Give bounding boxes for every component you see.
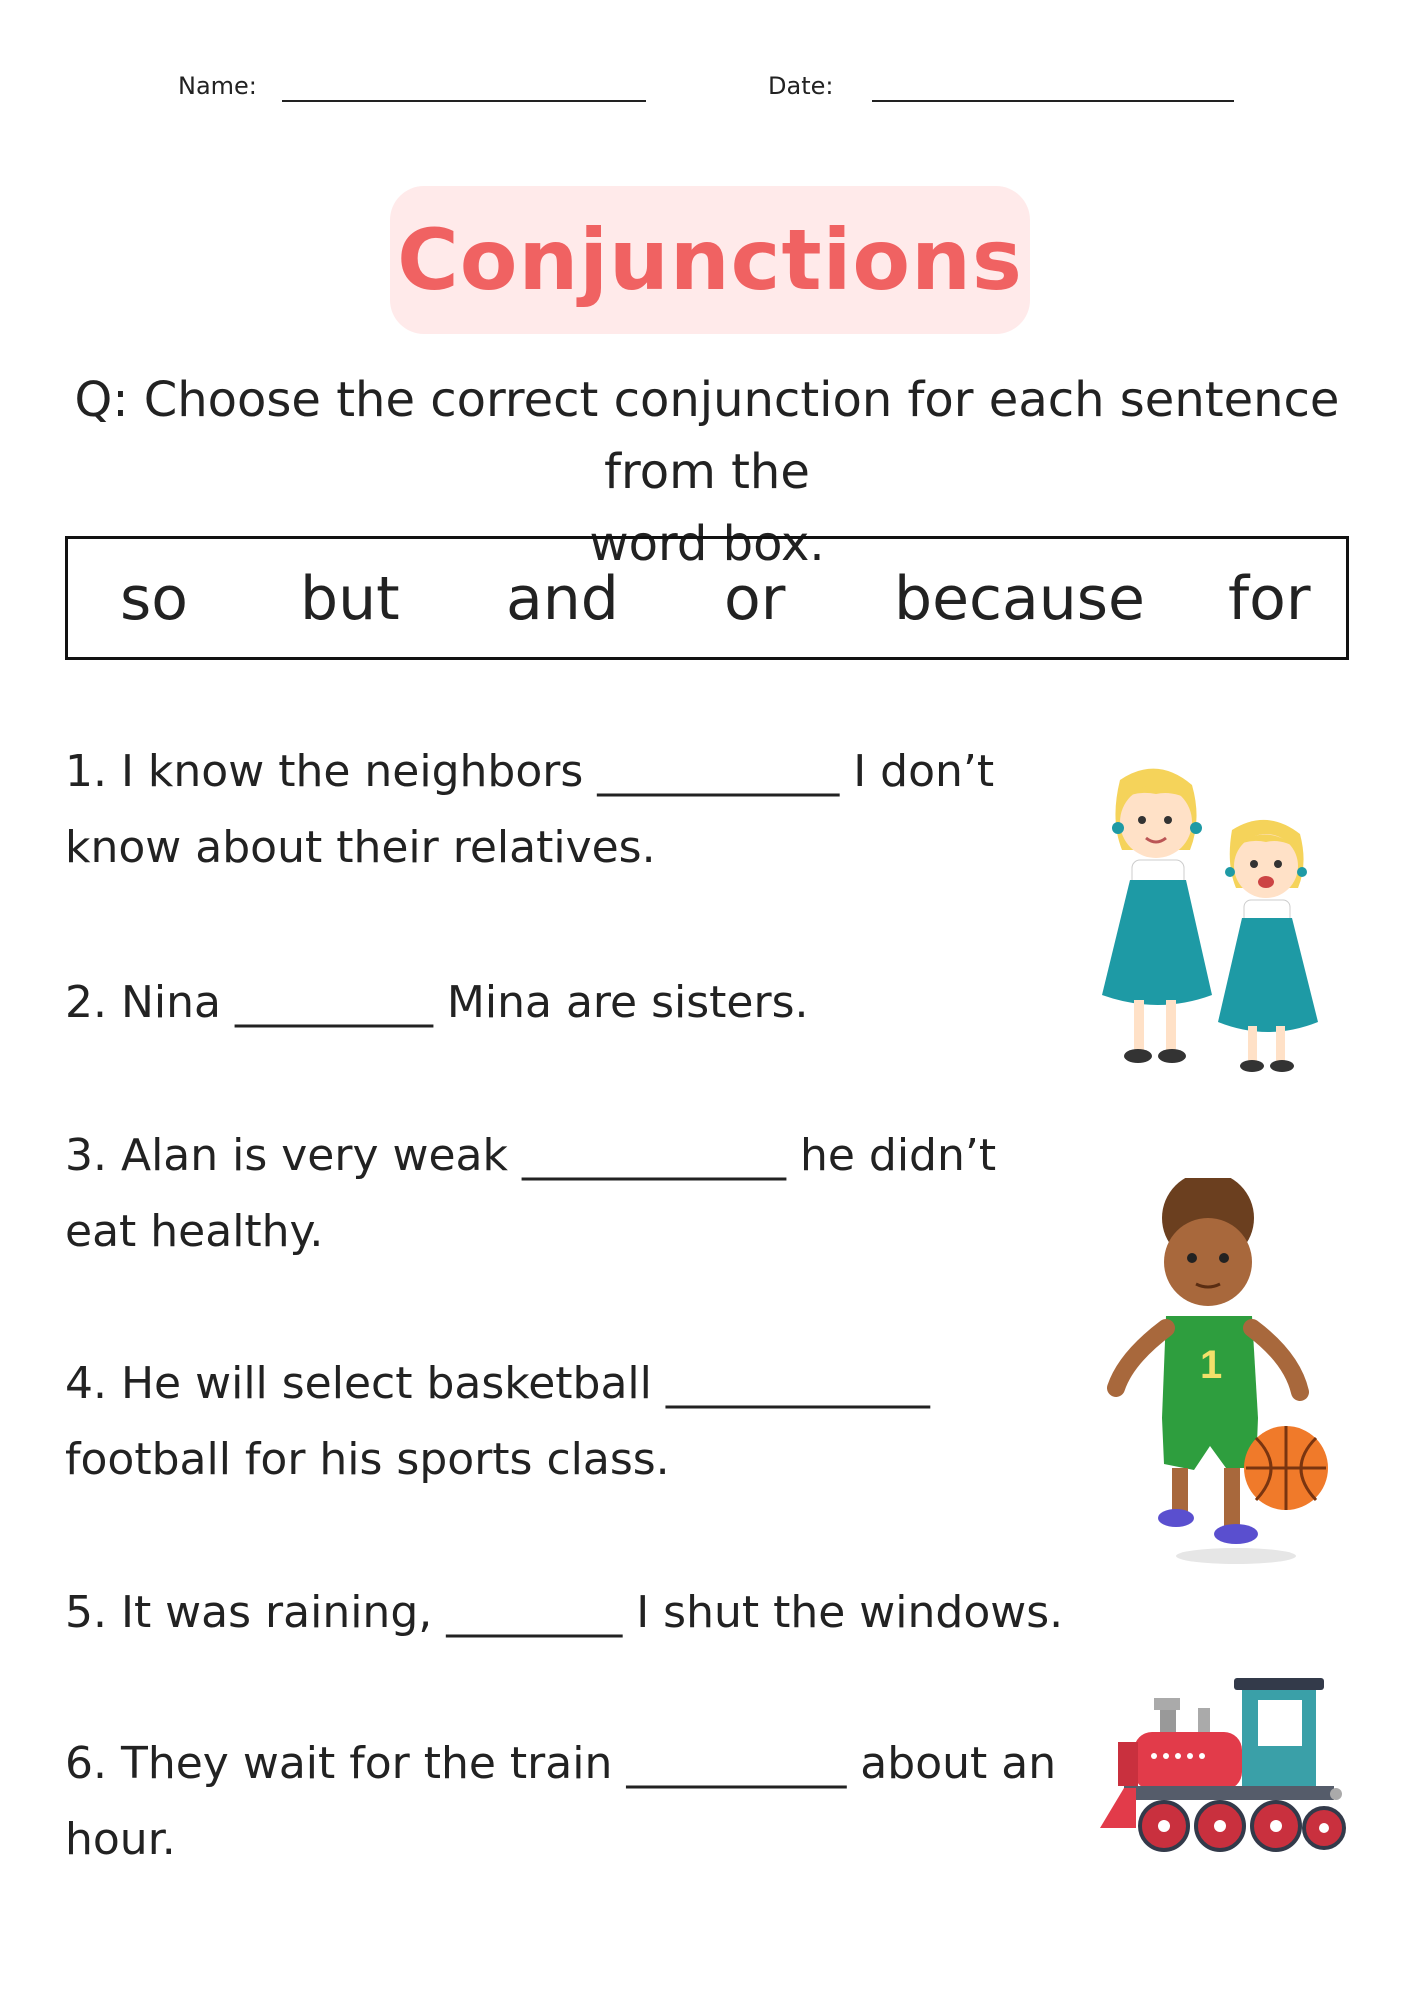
two-girls-illustration — [1062, 760, 1362, 1080]
word-but: but — [300, 564, 400, 634]
sentence-4 — [65, 1346, 1005, 1498]
sentence-6-line-2: hour. — [65, 1814, 176, 1865]
basketball-boy-illustration — [1096, 1178, 1336, 1568]
sentence-5-line-1: 5. It was raining, ________ I shut the windows. — [65, 1587, 1064, 1638]
date-field-line[interactable] — [872, 100, 1234, 102]
word-because: because — [894, 564, 1145, 634]
word-or: or — [724, 564, 786, 634]
toy-train-illustration — [1094, 1670, 1356, 1870]
sentence-1-line-1: 1. I know the neighbors ___________ I don’t — [65, 746, 995, 797]
name-label: Name: — [178, 72, 257, 100]
word-box — [65, 536, 1349, 660]
sentence-2 — [65, 965, 1005, 1041]
sentence-1 — [65, 734, 1005, 886]
sentence-6 — [65, 1726, 1057, 1878]
word-for: for — [1228, 564, 1311, 634]
sentence-3-line-1: 3. Alan is very weak ____________ he didn’t — [65, 1130, 997, 1181]
word-and: and — [506, 564, 619, 634]
sentence-4-line-2: football for his sports class. — [65, 1434, 670, 1485]
girl-left — [1102, 769, 1212, 1063]
svg-text:1: 1 — [1200, 1343, 1223, 1387]
question-line-2: word box. — [589, 516, 825, 572]
sentence-1-line-2: know about their relatives. — [65, 822, 656, 873]
girl-right — [1218, 820, 1318, 1072]
name-field-line[interactable] — [282, 100, 646, 102]
title-banner — [390, 186, 1030, 334]
sentence-3 — [65, 1118, 1005, 1270]
date-label: Date: — [768, 72, 834, 100]
sentence-6-line-1: 6. They wait for the train __________ about an — [65, 1738, 1057, 1789]
sentence-5 — [65, 1575, 1064, 1651]
sentence-4-line-1: 4. He will select basketball ____________ — [65, 1358, 930, 1409]
word-so: so — [120, 564, 188, 634]
question-line-1: Q: Choose the correct conjunction for each sentence from the — [74, 372, 1340, 500]
page-title: Conjunctions — [397, 211, 1023, 309]
sentence-3-line-2: eat healthy. — [65, 1206, 324, 1257]
sentence-2-line-1: 2. Nina _________ Mina are sisters. — [65, 977, 809, 1028]
